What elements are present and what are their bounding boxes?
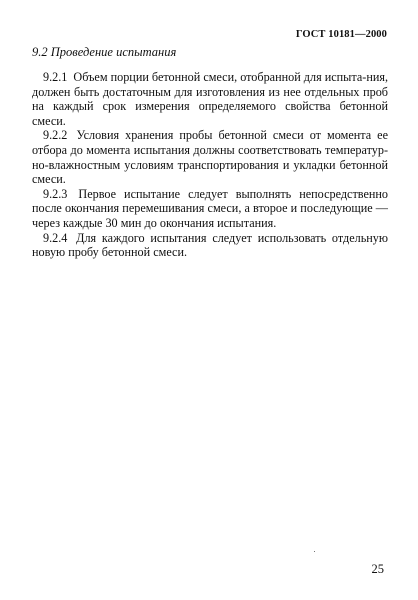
paragraph-text: Для каждого испытания следует использовать отдельную новую пробу бетонной смеси. xyxy=(32,230,388,260)
paragraph-9-2-1 xyxy=(32,70,388,128)
section-body xyxy=(32,70,388,260)
paragraph-9-2-2 xyxy=(32,128,388,186)
paragraph-9-2-4 xyxy=(32,231,388,260)
section-heading: 9.2 Проведение испытания xyxy=(32,45,177,59)
paragraph-text: Объем порции бетонной смеси, отобранной для испыта-ния, должен быть достаточным для изготовления из нее отдельных проб на каждый срок измерения определяемого свойства бетонной смеси. xyxy=(32,70,389,128)
paragraph-text: Условия хранения пробы бетонной смеси от момента ее отбора до момента испытания должны соответствовать температур-но-влажностным условиям транспортирования и укладки бетонной смеси. xyxy=(32,128,389,187)
paragraph-number: 9.2.4 xyxy=(43,230,68,245)
paragraph-text: Первое испытание следует выполнять непосредственно после окончания перемешивания смеси, а второе и последующие — через каждые 30 мин до окончания испытания. xyxy=(32,186,388,230)
scan-dot xyxy=(314,551,315,552)
paragraph-number: 9.2.2 xyxy=(43,128,68,143)
paragraph-number: 9.2.1 xyxy=(43,70,68,84)
page-number: 25 xyxy=(371,562,384,576)
document-header: ГОСТ 10181—2000 xyxy=(295,29,387,40)
paragraph-9-2-3 xyxy=(32,187,388,231)
paragraph-number: 9.2.3 xyxy=(43,186,68,201)
